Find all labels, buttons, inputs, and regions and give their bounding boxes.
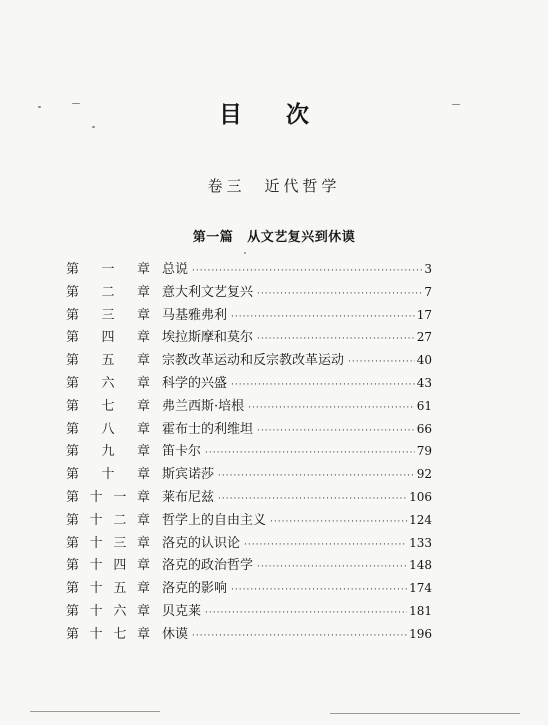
chapter-number-char: 十	[89, 558, 103, 574]
toc-chapter-number	[66, 419, 150, 442]
toc-leader-dots	[270, 511, 407, 534]
toc-entry	[66, 372, 432, 395]
toc-chapter-title: 马基雅弗利	[162, 307, 228, 323]
chapter-number-char: 第	[66, 512, 80, 528]
toc-entry	[66, 486, 432, 509]
chapter-number-char: 章	[136, 558, 150, 574]
chapter-number-char: 九	[101, 444, 115, 460]
toc-page-number: 174	[409, 581, 432, 596]
toc-leader-dots	[257, 328, 415, 351]
chapter-number-char: 十	[89, 581, 103, 597]
toc-page-number: 106	[409, 489, 432, 504]
chapter-number-char: 章	[136, 512, 150, 528]
toc-leader-dots	[248, 397, 415, 420]
toc-chapter-number	[66, 305, 150, 328]
toc-chapter-number	[66, 555, 150, 578]
chapter-number-char: 章	[136, 262, 150, 277]
toc-chapter-title: 科学的兴盛	[162, 375, 228, 391]
chapter-number-char: 第	[66, 626, 80, 642]
chapter-number-char: 四	[113, 558, 127, 574]
toc-chapter-number	[66, 533, 150, 556]
chapter-number-char: 第	[66, 398, 80, 414]
chapter-number-char: 第	[66, 284, 80, 300]
toc-chapter-title: 休谟	[162, 626, 189, 642]
toc-page-number: 148	[409, 558, 432, 573]
toc-chapter-number	[66, 578, 150, 601]
toc-page-number: 17	[416, 307, 432, 322]
chapter-number-char: 十	[89, 535, 103, 551]
toc-page-number: 92	[416, 467, 432, 482]
toc-leader-dots	[244, 534, 407, 557]
toc-leader-dots	[257, 420, 415, 443]
toc-page-number: 133	[409, 535, 432, 550]
toc-entry	[66, 440, 432, 463]
toc-chapter-number	[66, 601, 150, 624]
toc-leader-dots	[205, 442, 415, 465]
toc-chapter-number	[66, 624, 150, 647]
toc-entry	[66, 304, 432, 327]
toc-chapter-title: 洛克的政治哲学	[162, 558, 254, 574]
scan-edge-line	[330, 713, 520, 714]
scan-edge-line	[30, 711, 160, 712]
chapter-number-char: 第	[66, 581, 80, 597]
chapter-number-char: 六	[113, 603, 127, 619]
chapter-number-char: 章	[136, 603, 150, 619]
toc-leader-dots	[257, 283, 422, 306]
toc-page-number: 61	[416, 398, 432, 413]
chapter-number-char: 章	[136, 284, 150, 300]
toc-leader-dots	[348, 351, 415, 374]
toc-chapter-title: 总说	[162, 262, 189, 277]
toc-chapter-title: 哲学上的自由主义	[162, 512, 267, 528]
toc-leader-dots	[231, 374, 415, 397]
chapter-number-char: 章	[136, 489, 150, 505]
toc-chapter-number	[66, 259, 150, 282]
chapter-number-char: 第	[66, 330, 80, 346]
chapter-number-char: 第	[66, 421, 80, 437]
chapter-number-char: 第	[66, 262, 80, 277]
toc-page-number: 196	[409, 626, 432, 641]
toc-page-number: 66	[416, 421, 432, 436]
toc-chapter-title: 斯宾诺莎	[162, 467, 215, 483]
toc-chapter-number	[66, 396, 150, 419]
chapter-number-char: 一	[101, 262, 115, 277]
chapter-number-char: 二	[113, 512, 127, 528]
toc-leader-dots	[192, 260, 422, 283]
chapter-number-char: 第	[66, 444, 80, 460]
chapter-number-char: 章	[136, 398, 150, 414]
toc-chapter-title: 埃拉斯摩和莫尔	[162, 330, 254, 346]
toc-entry	[66, 326, 432, 349]
toc-chapter-number	[66, 350, 150, 373]
toc-page-number: 43	[416, 375, 432, 390]
toc-page-number: 27	[416, 330, 432, 345]
chapter-number-char: 章	[136, 375, 150, 391]
chapter-number-char: 第	[66, 558, 80, 574]
toc-chapter-title: 弗兰西斯·培根	[162, 398, 245, 414]
toc-entry	[66, 509, 432, 532]
chapter-number-char: 章	[136, 626, 150, 642]
chapter-number-char: 第	[66, 467, 80, 483]
toc-leader-dots	[205, 602, 407, 625]
toc-leader-dots	[218, 488, 407, 511]
chapter-number-char: 章	[136, 467, 150, 483]
chapter-number-char: 章	[136, 421, 150, 437]
toc-entry	[66, 281, 432, 304]
chapter-number-char: 四	[101, 330, 115, 346]
chapter-number-char: 三	[113, 535, 127, 551]
toc-entry	[66, 600, 432, 623]
chapter-number-char: 五	[101, 353, 115, 369]
chapter-number-char: 十	[89, 489, 103, 505]
chapter-number-char: 第	[66, 535, 80, 551]
toc-entry	[66, 577, 432, 600]
toc-leader-dots	[257, 556, 407, 579]
toc-chapter-title: 宗教改革运动和反宗教改革运动	[162, 353, 345, 369]
chapter-number-char: 八	[101, 421, 115, 437]
toc-leader-dots	[231, 579, 407, 602]
toc-page-number: 7	[424, 284, 432, 299]
part-name: 从文艺复兴到休谟	[247, 230, 356, 245]
toc-chapter-title: 意大利文艺复兴	[162, 284, 254, 300]
chapter-number-char: 七	[101, 398, 115, 414]
toc-chapter-title: 洛克的影响	[162, 581, 228, 597]
chapter-number-char: 二	[101, 284, 115, 300]
chapter-number-char: 章	[136, 353, 150, 369]
toc-chapter-number	[66, 510, 150, 533]
chapter-number-char: 五	[113, 581, 127, 597]
page-title: 目次	[219, 101, 353, 128]
toc-entry	[66, 395, 432, 418]
toc-chapter-title: 洛克的认识论	[162, 535, 241, 551]
toc-chapter-number	[66, 441, 150, 464]
chapter-number-char: 十	[89, 603, 103, 619]
toc-chapter-title: 莱布尼兹	[162, 489, 215, 505]
part-number: 第一篇	[192, 230, 234, 245]
toc-leader-dots	[218, 465, 415, 488]
chapter-number-char: 章	[136, 535, 150, 551]
chapter-number-char: 第	[66, 375, 80, 391]
toc-chapter-number	[66, 282, 150, 305]
chapter-number-char: 六	[101, 375, 115, 391]
toc-page-number: 40	[416, 353, 432, 368]
toc-leader-dots	[192, 625, 407, 648]
chapter-number-char: 第	[66, 603, 80, 619]
toc-leader-dots	[231, 306, 415, 329]
toc-chapter-number	[66, 487, 150, 510]
chapter-number-char: 七	[113, 626, 127, 642]
part-heading	[0, 229, 548, 247]
chapter-number-char: 章	[136, 330, 150, 346]
chapter-number-char: 三	[101, 307, 115, 323]
toc-chapter-number	[66, 327, 150, 350]
chapter-number-char: 第	[66, 353, 80, 369]
toc-page-number: 79	[416, 444, 432, 459]
toc-page-number: 124	[409, 512, 432, 527]
chapter-number-char: 第	[66, 489, 80, 505]
volume-heading: 卷三 近代哲学	[207, 177, 341, 195]
chapter-number-char: 章	[136, 581, 150, 597]
chapter-number-char: 章	[136, 444, 150, 460]
toc-chapter-title: 贝克莱	[162, 603, 202, 619]
scan-speck	[244, 252, 246, 254]
toc-page-number: 3	[424, 262, 432, 276]
chapter-number-char: 十	[89, 626, 103, 642]
chapter-number-char: 十	[89, 512, 103, 528]
table-of-contents	[66, 258, 432, 646]
toc-entry	[66, 623, 432, 646]
chapter-number-char: 十	[101, 467, 115, 483]
toc-chapter-number	[66, 464, 150, 487]
chapter-number-char: 第	[66, 307, 80, 323]
toc-entry	[66, 258, 432, 281]
toc-page-number: 181	[409, 603, 432, 618]
toc-chapter-title: 霍布士的利维坦	[162, 421, 254, 437]
toc-chapter-title: 笛卡尔	[162, 444, 202, 460]
toc-entry	[66, 349, 432, 372]
toc-entry	[66, 418, 432, 441]
chapter-number-char: 一	[113, 489, 127, 505]
toc-entry	[66, 463, 432, 486]
toc-chapter-number	[66, 373, 150, 396]
toc-entry	[66, 554, 432, 577]
toc-entry	[66, 532, 432, 555]
chapter-number-char: 章	[136, 307, 150, 323]
